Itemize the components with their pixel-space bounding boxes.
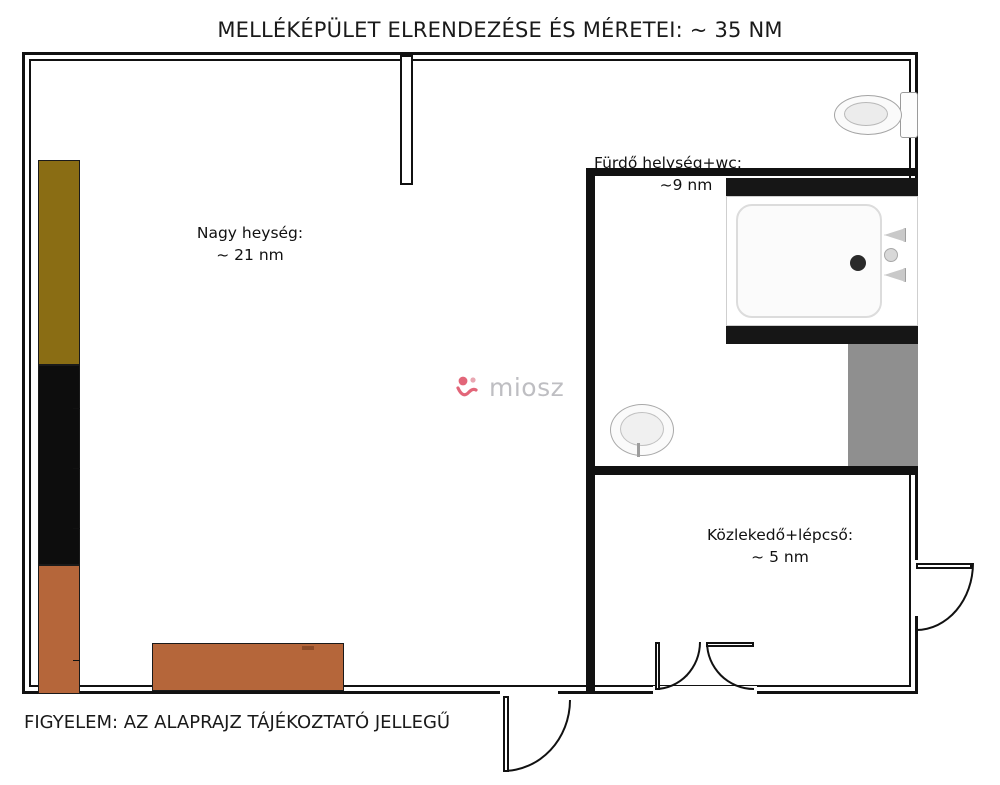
interior-wall-horizontal [586, 466, 918, 475]
room-area: ~9 nm [659, 176, 713, 195]
bathtub-drain [850, 255, 866, 271]
wall-tick-mark [73, 660, 80, 661]
room-name: Nagy heység: [196, 224, 304, 242]
watermark [452, 372, 564, 402]
furniture-bench-brown [152, 643, 344, 691]
shaft-icon [848, 344, 918, 466]
room-area: ~ 21 nm [216, 246, 284, 265]
miosz-logo-icon [452, 372, 482, 402]
door-leaf-corridor-right [706, 642, 754, 647]
room-label-kozlekedo-lepcso [660, 524, 900, 569]
toilet-icon [834, 92, 918, 138]
furniture-strip-olive [38, 160, 80, 365]
watermark-text: miosz [489, 372, 565, 402]
room-label-furdo-wc [594, 152, 794, 197]
page-title: MELLÉKÉPÜLET ELRENDEZÉSE ÉS MÉRETEI: ~ 35 NM [217, 18, 783, 42]
interior-wall-vertical [586, 168, 595, 694]
door-opening-top [400, 55, 413, 185]
bathtub-wall-bottom [726, 326, 918, 344]
door-leaf-bottom [503, 696, 509, 772]
room-name: Közlekedő+lépcső: [706, 526, 854, 544]
wall-tick-mark [73, 528, 80, 529]
furniture-strip-black [38, 365, 80, 565]
wall-tick-mark [73, 408, 80, 409]
wall-tick-mark [73, 468, 80, 469]
toilet-tank [900, 92, 918, 138]
bathtub-tap [884, 248, 898, 262]
room-label-nagy-heyseg [160, 222, 340, 267]
bench-knob [302, 646, 314, 650]
door-swing-arc-right [916, 563, 974, 631]
toilet-bowl-inner [844, 102, 888, 126]
door-leaf-right [916, 563, 972, 569]
washbasin-bowl [620, 412, 664, 446]
disclaimer-note: FIGYELEM: AZ ALAPRAJZ TÁJÉKOZTATÓ JELLEGŰ [24, 712, 451, 733]
room-area: ~ 5 nm [751, 548, 809, 567]
room-name: Fürdő helység+wc: [594, 154, 742, 172]
washbasin-tap [637, 443, 640, 457]
door-swing-arc-bottom [503, 700, 571, 772]
furniture-strip-brown [38, 565, 80, 694]
door-leaf-corridor-left [655, 642, 660, 690]
